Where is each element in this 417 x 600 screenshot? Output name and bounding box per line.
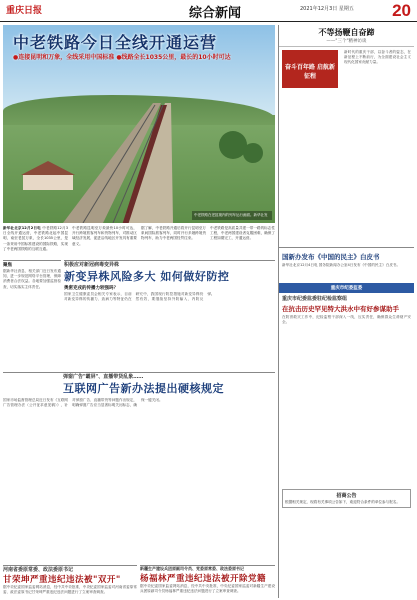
notice-text: 根据相关规定，现将有关事项公告如下，欢迎符合条件的单位参与报名。 — [285, 500, 400, 504]
lead-text-4: 中老铁路是高质量共建一带一路的标志性工程，中老两国建设者克服困难，确保了工程如期完工，开通运营。 — [210, 226, 275, 241]
white-paper-block — [279, 247, 414, 283]
lead-text-3: 据了解，中老铁路开通后将开行昆明至万象间国际旅客列车，同时开行多趟跨境货物列车，助力中老两国经贸往来。 — [141, 226, 206, 241]
bottom-left-text: 据中央纪委国家监委网站消息，经中共中央批准，中央纪委国家监委对河南省委原常委、政法委原书记甘荣坤严重违纪违法问题进行了立案审查调查。 — [3, 585, 137, 595]
lead-text-1: 中老铁路12月3日全线开通运营，中老铁路北起中国昆明，南至老挝万象，全长1035公里，是一条采用中国标准建设的国际铁路，实现了中老两国铁路的互联互通。 — [3, 226, 68, 251]
sidebar-intro: 新时代的重庆干部，以奋斗者的姿态，在新征程上不断前行，为全面建设社会主义现代化国家贡献力量。 — [344, 50, 411, 65]
covid-story — [64, 260, 275, 368]
hero-headline: 中老铁路今日全线开通运营 — [13, 33, 218, 52]
hero-photo — [3, 25, 275, 223]
hero-subtitle: ●连接昆明和万象，全线采用中国标准 ●线路全长1035公里，最长的10小时可达 — [13, 54, 231, 61]
photo-caption: 中老铁路在老挝境内的列车运行画面。新华社发 — [192, 211, 272, 220]
white-paper-title: 国新办发布《中国的民主》白皮书 — [282, 253, 380, 261]
notice-box — [282, 489, 411, 508]
page-number: 20 — [392, 1, 411, 20]
paper-name: 重庆日报 — [6, 6, 43, 16]
probe-text: 在防汛救灾工作中，纪检监察干部深入一线，压实责任，确保群众生命财产安全。 — [282, 315, 411, 325]
probe-kicker: 重庆市纪委监委驻纪检监察组 — [282, 296, 348, 302]
covid-kicker: 积极应对新冠病毒变异株 — [64, 262, 120, 268]
masthead — [0, 0, 417, 22]
ad-kicker: 弹窗广告"霸屏"、直播带货乱象…… — [63, 374, 144, 380]
covid-text: 国家卫生健康委员会相关专家表示，目前对新变异株的传播力、致病力等特征仍在研究中，我国现行防控措施对新变异株仍然有效，要继续坚持外防输入、内防反弹。 — [64, 292, 215, 302]
ad-story — [3, 372, 275, 562]
lead-text-2: 中老铁路昆明至万象最快10小时可达，开行跨境旅客列车和货物列车，对推动区域经济发展、促进沿线地区开发具有重要意义。 — [72, 226, 137, 246]
sidebar-subhead: ——"三个"精神访谈 — [279, 38, 414, 47]
bottom-left-story — [3, 565, 137, 598]
left-brief-title: 聚焦 — [3, 263, 12, 268]
blue-band: 重庆市纪委监委 — [279, 283, 414, 293]
left-brief — [3, 260, 61, 368]
covid-headline: 新变异株风险多大 如何做好防控 — [64, 270, 230, 283]
sidebar-banner: 奋斗百年路 启航新征程 — [282, 50, 338, 88]
covid-subhead: 奥密克戎的传播力较强吗？ — [64, 286, 118, 291]
ad-text: 国家市场监督管理总局近日发布《互联网广告管理办法（公开征求意见稿）》，针对弹窗广告、直播带货等问题作出规定，明确弹窗广告应当显著标明关闭标志，确保一键关闭。 — [3, 398, 163, 408]
bottom-right-story — [140, 565, 275, 598]
bottom-left-headline: 甘荣坤严重违纪违法被"双开" — [3, 575, 121, 585]
issue-date: 2021年12月3日 星期五 — [300, 6, 354, 12]
bottom-right-text: 据中央纪委国家监委网站消息，经中共中央批准，中央纪委国家监委对新疆生产建设兵团原副司令员杨福林严重违纪违法问题进行了立案审查调查。 — [140, 584, 275, 594]
probe-block — [279, 293, 414, 487]
lead-column-1 — [3, 226, 68, 258]
bottom-left-kicker: 河南省委原常委、政法委原书记 — [3, 567, 74, 573]
notice-title: 招商公告 — [336, 493, 357, 499]
probe-title: 在抗击历史罕见特大洪水中有好参谋助手 — [282, 305, 399, 313]
bottom-right-headline: 杨福林严重违纪违法被开除党籍 — [140, 574, 267, 584]
white-paper-text: 新华社北京12月4日电 国务院新闻办公室4日发布《中国的民主》白皮书。 — [282, 263, 401, 267]
sidebar-headline: 不等扬鞭自奋蹄 — [318, 28, 375, 37]
byline: 新华社北京12月2日电 — [3, 226, 41, 230]
bottom-right-kicker: 新疆生产建设兵团原副司令员、党委原常委、政法委原书记 — [140, 566, 244, 571]
sidebar — [278, 25, 414, 598]
ad-headline: 互联网广告新办法提出硬核规定 — [63, 382, 224, 395]
lead-story-body — [3, 226, 275, 258]
left-brief-text: 据新华社消息，相关部门近日发布通知，进一步规范网络平台管理，保障消费者合法权益。各地要加强监督检查，切实落实主体责任。 — [3, 269, 61, 289]
section-title: 综合新闻 — [188, 6, 241, 21]
